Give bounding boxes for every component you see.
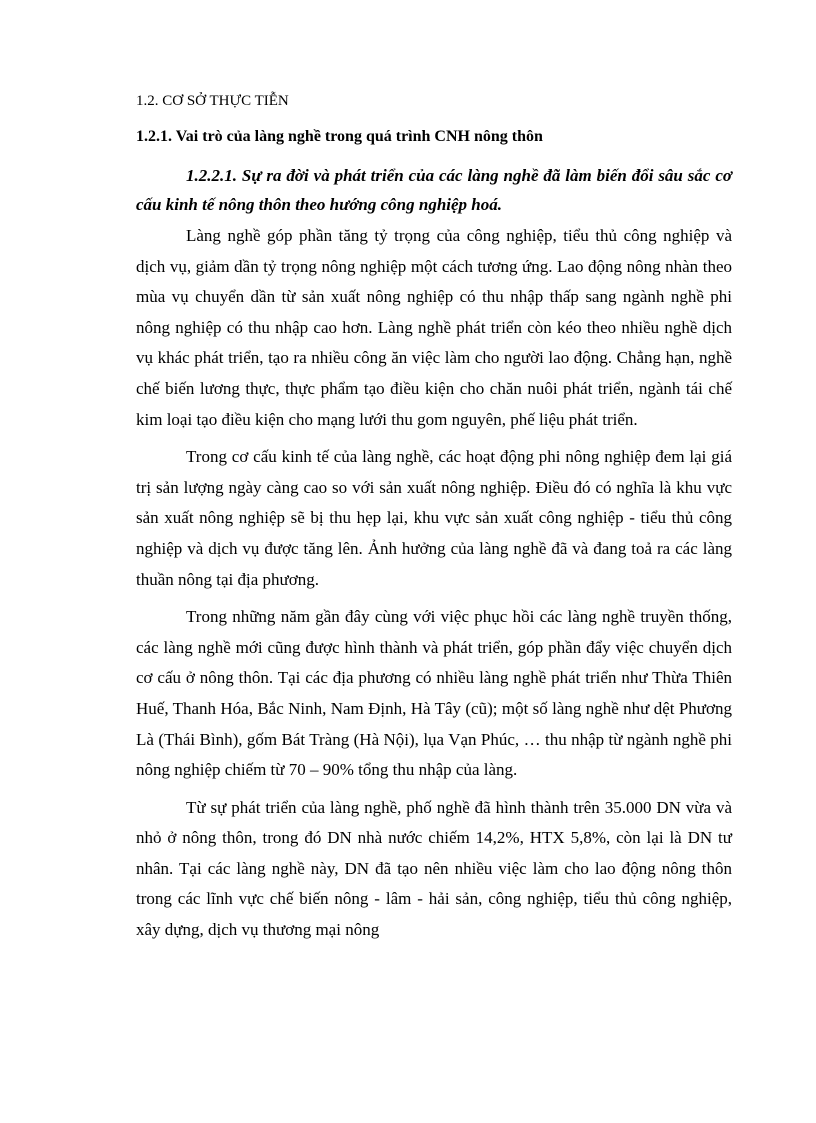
subsubsection-heading: 1.2.2.1. Sự ra đời và phát triển của các làng nghề đã làm biến đổi sâu sắc cơ cấu kinh tế nông thôn theo hướng công nghiệp hoá. <box>136 166 732 214</box>
body-paragraph: Làng nghề góp phần tăng tỷ trọng của công nghiệp, tiểu thủ công nghiệp và dịch vụ, giảm dần tỷ trọng nông nghiệp một cách tương ứng. Lao động nông nhàn theo mùa vụ chuyển dần từ sản xuất nông nghiệp có thu nhập thấp sang ngành nghề phi nông nghiệp có thu nhập cao hơn. Làng nghề phát triển còn kéo theo nhiều nghề dịch vụ khác phát triển, tạo ra nhiều công ăn việc làm cho người lao động. Chẳng hạn, nghề chế biến lương thực, thực phẩm tạo điều kiện cho chăn nuôi phát triển, ngành tái chế kim loại tạo điều kiện cho mạng lưới thu gom nguyên, phế liệu phát triển. <box>136 226 732 429</box>
body-paragraph: Từ sự phát triển của làng nghề, phố nghề đã hình thành trên 35.000 DN vừa và nhỏ ở nông thôn, trong đó DN nhà nước chiếm 14,2%, HTX 5,8%, còn lại là DN tư nhân. Tại các làng nghề này, DN đã tạo nên nhiều việc làm cho lao động nông thôn trong các lĩnh vực chế biến nông - lâm - hải sản, công nghiệp, tiểu thủ công nghiệp, xây dựng, dịch vụ thương mại nông <box>136 797 732 940</box>
subsection-heading: 1.2.1. Vai trò của làng nghề trong quá trình CNH nông thôn <box>136 128 543 145</box>
body-paragraph: Trong những năm gần đây cùng với việc phục hồi các làng nghề truyền thống, các làng nghề mới cũng được hình thành và phát triển, góp phần đẩy việc chuyển dịch cơ cấu ở nông thôn. Tại các địa phương có nhiều làng nghề phát triển như Thừa Thiên Huế, Thanh Hóa, Bắc Ninh, Nam Định, Hà Tây (cũ); một số làng nghề như dệt Phương Là (Thái Bình), gốm Bát Tràng (Hà Nội), lụa Vạn Phúc, … thu nhập từ ngành nghề phi nông nghiệp chiếm từ 70 – 90% tổng thu nhập của làng. <box>136 607 732 780</box>
section-heading: 1.2. CƠ SỞ THỰC TIỄN <box>136 93 289 109</box>
body-paragraph: Trong cơ cấu kinh tế của làng nghề, các hoạt động phi nông nghiệp đem lại giá trị sản lượng ngày càng cao so với sản xuất nông nghiệp. Điều đó có nghĩa là khu vực sản xuất nông nghiệp sẽ bị thu hẹp lại, khu vực sản xuất công nghiệp - tiểu thủ công nghiệp và dịch vụ được tăng lên. Ảnh hưởng của làng nghề đã và đang toả ra các làng thuần nông tại địa phương. <box>136 447 732 589</box>
document-page <box>136 90 732 953</box>
